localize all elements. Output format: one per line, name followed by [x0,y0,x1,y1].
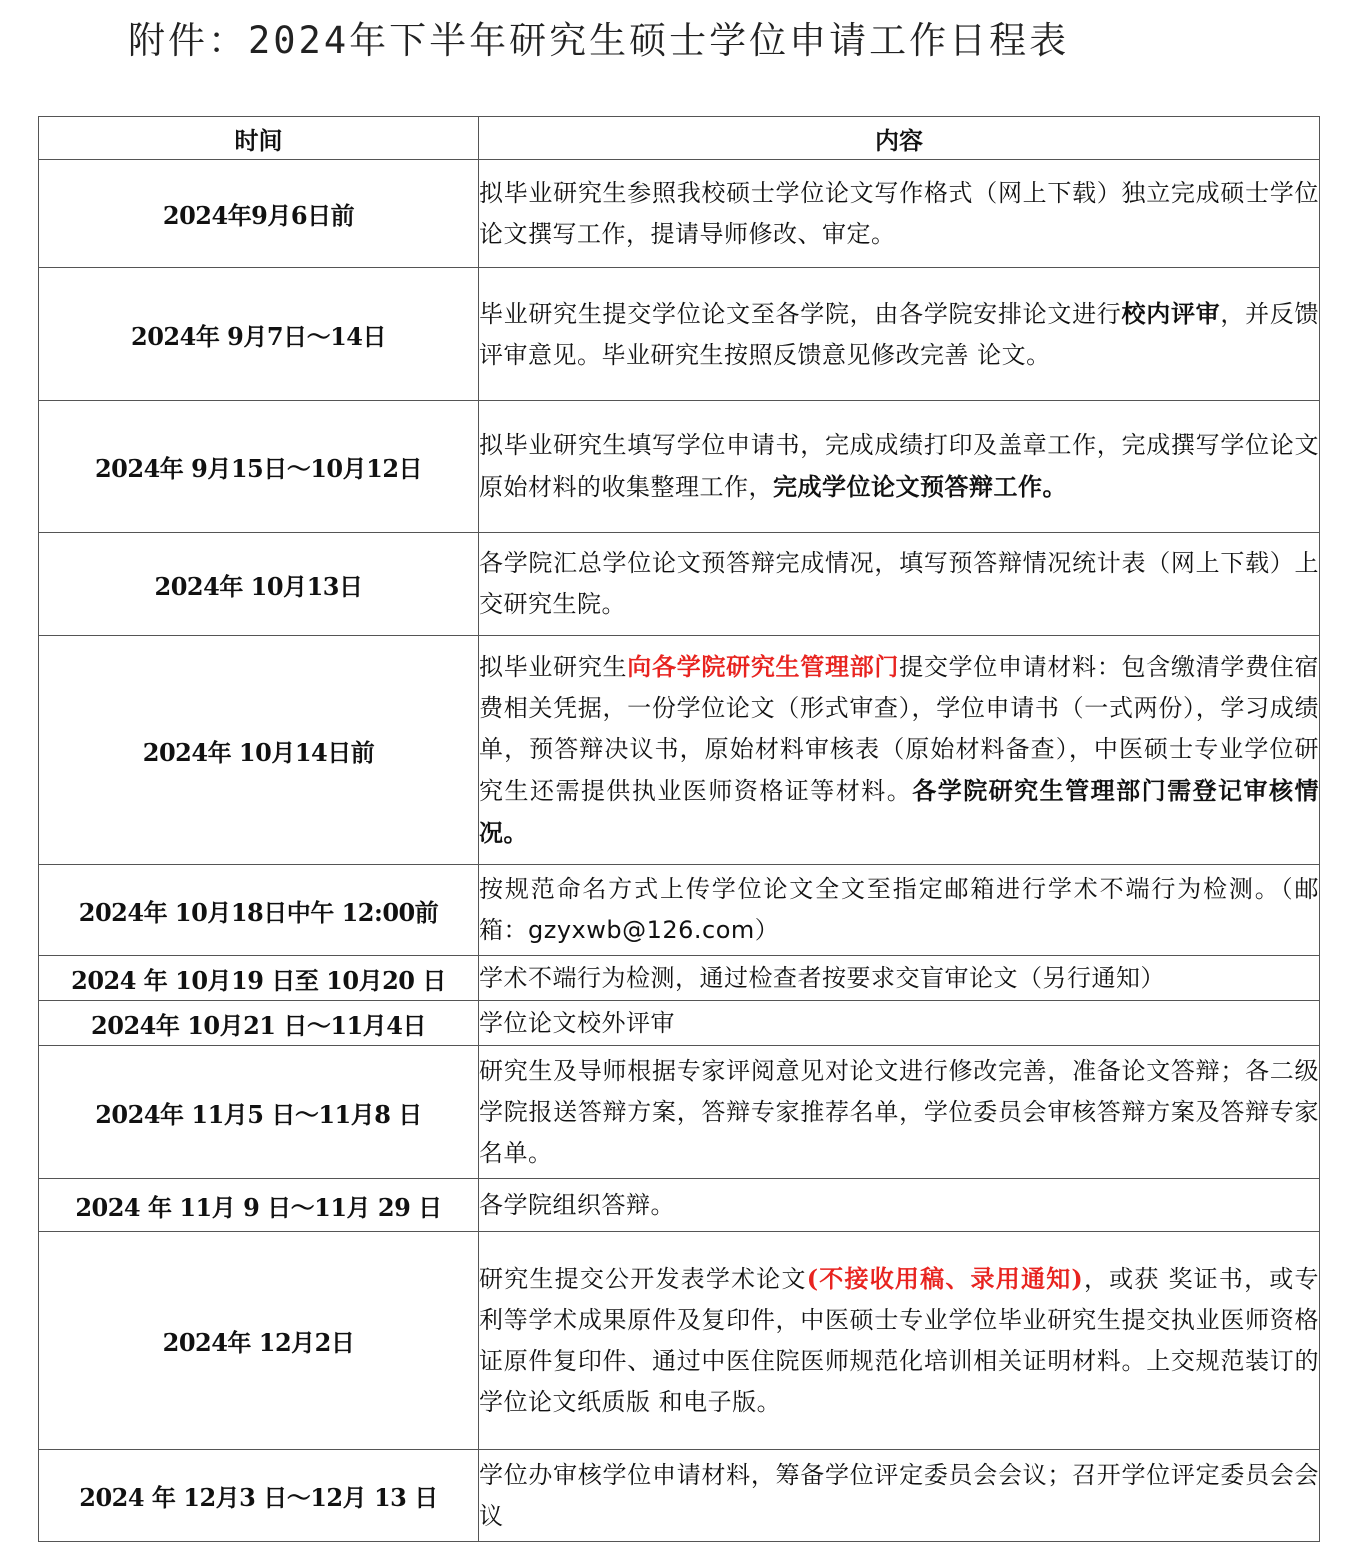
content-text: 研究生提交公开发表学术论文 [479,1265,807,1293]
row-content [479,1450,1320,1542]
table-row [39,956,1320,1001]
row-time: 2024 年 11月 9 日～11月 29 日 [39,1179,479,1232]
table-row [39,1046,1320,1179]
row-content [479,1179,1320,1232]
content-text: 学位办审核学位申请材料，筹备学位评定委员会会议；召开学位评定委员会会议 [479,1460,1319,1530]
content-text: 毕业研究生提交学位论文至各学院，由各学院安排论文进行 [479,299,1122,328]
row-content [479,533,1320,636]
row-time: 2024年 11月5 日～11月8 日 [39,1046,479,1179]
table-row [39,1179,1320,1232]
row-time: 2024 年 12月3 日～12月 13 日 [39,1450,479,1542]
table-row [39,160,1320,268]
row-time: 2024 年 10月19 日至 10月20 日 [39,956,479,1001]
content-text: 学位论文校外评审 [479,1008,675,1037]
row-content [479,268,1320,401]
row-content [479,956,1320,1001]
table-header-row [39,117,1320,160]
content-text: 拟毕业研究生填写学位申请书，完成成绩打印及盖章工作，完成撰写学位论文原始材料的收集整理工作， [479,431,1319,501]
row-time: 2024年 9月7日～14日 [39,268,479,401]
content-text: 拟毕业研究生参照我校硕士学位论文写作格式（网上下载）独立完成硕士学位论文撰写工作，提请导师修改、审定。 [479,178,1319,248]
header-content: 内容 [479,117,1320,160]
table-row [39,1001,1320,1046]
content-text: 各学院汇总学位论文预答辩完成情况，填写预答辩情况统计表（网上下载）上交研究生院。 [479,549,1319,618]
row-time: 2024年9月6日前 [39,160,479,268]
content-text: 学术不端行为检测，通过检查者按要求交盲审论文（另行通知） [479,963,1165,992]
row-time: 2024年 9月15日～10月12日 [39,401,479,533]
row-time: 2024年 10月14日前 [39,636,479,865]
content-text: gzyxwb@126.com [528,916,755,944]
schedule-table [38,116,1320,1542]
highlight-text: 向各学院研究生管理部门 [627,652,900,681]
table-row [39,268,1320,401]
row-content [479,401,1320,533]
content-text: 拟毕业研究生 [479,653,628,681]
row-content [479,1232,1320,1450]
table-row [39,636,1320,865]
content-text: 研究生及导师根据专家评阅意见对论文进行修改完善，准备论文答辩；各二级学院报送答辩方案，答辩专家推荐名单，学位委员会审核答辩方案及答辩专家名单。 [479,1056,1319,1167]
bold-text: 各学院研究生管理部门需登记审核情况。 [479,776,1319,847]
highlight-text: (不接收用稿、录用通知) [806,1264,1084,1293]
row-content [479,865,1320,956]
content-text: ） [754,916,780,944]
table-row [39,533,1320,636]
table-row [39,1450,1320,1542]
content-text: ，或获 奖证书，或专利等学术成果原件及复印件，中医硕士专业学位毕业研究生提交执业医师资格证原件复印件、通过中医住院医师规范化培训相关证明材料。上交规范装订的学位论文纸质版 和电子版。 [479,1265,1319,1416]
row-time: 2024年 10月18日中午 12:00前 [39,865,479,956]
table-row [39,401,1320,533]
row-content [479,160,1320,268]
row-content [479,1001,1320,1046]
row-time: 2024年 10月13日 [39,533,479,636]
table-row [39,1232,1320,1450]
page-title: 附件：2024年下半年研究生硕士学位申请工作日程表 [128,19,1070,62]
content-text: 提交学位申请材料：包含缴清学费住宿费相关凭据，一份学位论文（形式审查），学位申请书（一式两份），学习成绩单，预答辩决议书，原始材料审核表（原始材料备查），中医硕士专业学位研究生还需提供执业医师资格证等材料。 [479,653,1320,805]
header-time: 时间 [39,117,479,160]
row-time: 2024年 10月21 日～11月4日 [39,1001,479,1046]
row-content [479,1046,1320,1179]
table-row [39,865,1320,956]
content-text: 按规范命名方式上传学位论文全文至指定邮箱进行学术不端行为检测。（邮箱： [479,875,1319,944]
row-time: 2024年 12月2日 [39,1232,479,1450]
content-text: 各学院组织答辩。 [479,1190,675,1219]
bold-text: 完成学位论文预答辩工作。 [773,472,1067,501]
bold-text: 校内评审 [1121,298,1221,328]
content-text: ，并反馈评审意见。毕业研究生按照反馈意见修改完善 论文。 [479,299,1320,369]
row-content [479,636,1320,865]
